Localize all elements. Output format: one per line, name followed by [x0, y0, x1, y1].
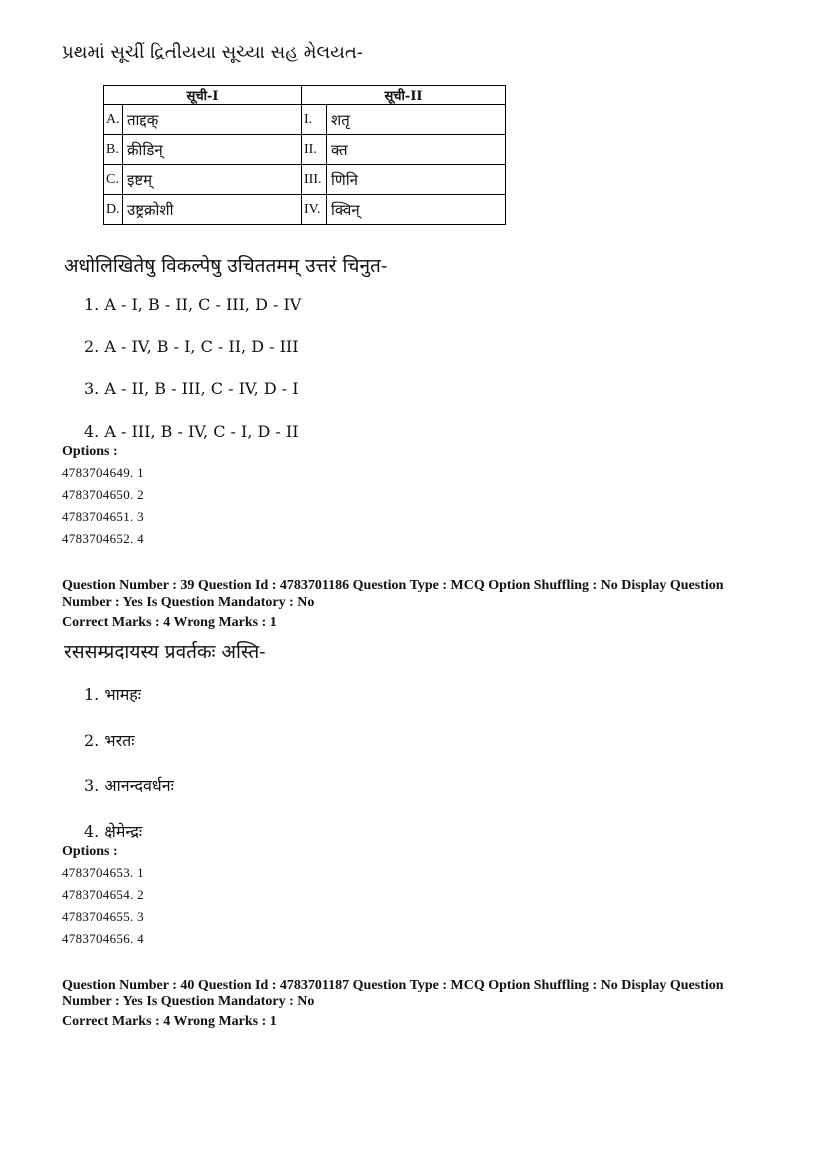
q38-instruction: પ્રથમાં સૂચીં દ્રિતીયયા સૂચ્યા સહ મેલયત- — [62, 42, 363, 63]
q39-meta-line-1: Question Number : 39 Question Id : 4783701186 Question Type : MCQ Option Shuffling : No Display Question — [62, 578, 724, 593]
table-row — [104, 135, 506, 165]
table-row — [104, 165, 506, 195]
match-table — [103, 85, 506, 225]
row-value-right: क्विन् — [327, 195, 506, 225]
row-label-right: IV. — [302, 195, 327, 225]
q38-choice-3: 3. A - II, B - III, C - IV, D - I — [84, 379, 299, 398]
q39-option-id-2: 4783704654. 2 — [62, 887, 144, 902]
row-value-right: क्त — [327, 135, 506, 165]
table-row — [104, 195, 506, 225]
row-label-left: B. — [104, 135, 123, 165]
row-value-left: क्रीडिन् — [123, 135, 302, 165]
header-list-2: सूची-II — [302, 86, 506, 105]
q39-choice-1: 1. भामहः — [84, 685, 142, 704]
q38-choice-4: 4. A - III, B - IV, C - I, D - II — [84, 422, 299, 441]
q39-option-id-4: 4783704656. 4 — [62, 931, 144, 946]
q39-meta-line-2: Number : Yes Is Question Mandatory : No — [62, 595, 315, 610]
q39-meta-line-3: Correct Marks : 4 Wrong Marks : 1 — [62, 615, 277, 630]
q39-options-label: Options : — [62, 844, 118, 859]
q38-options-label: Options : — [62, 444, 118, 459]
row-label-right: III. — [302, 165, 327, 195]
header-list-1: सूची-I — [104, 86, 302, 105]
q39-prompt: रससम्प्रदायस्य प्रवर्तकः अस्ति- — [64, 641, 266, 663]
row-label-left: A. — [104, 105, 123, 135]
q38-option-id-1: 4783704649. 1 — [62, 465, 144, 480]
row-value-right: णिनि — [327, 165, 506, 195]
q39-choice-3: 3. आनन्दवर्धनः — [84, 776, 174, 795]
row-label-right: I. — [302, 105, 327, 135]
row-value-left: ताद्दक् — [123, 105, 302, 135]
q38-option-id-4: 4783704652. 4 — [62, 531, 144, 546]
q39-choice-4: 4. क्षेमेन्द्रः — [84, 822, 143, 841]
row-value-left: उष्ट्रक्रोशी — [123, 195, 302, 225]
q40-meta-line-2: Number : Yes Is Question Mandatory : No — [62, 994, 315, 1009]
q38-option-id-3: 4783704651. 3 — [62, 509, 144, 524]
q38-prompt: अधोलिखितेषु विकल्पेषु उचिततमम् उत्तरं चिनुत- — [64, 255, 388, 277]
q38-choice-2: 2. A - IV, B - I, C - II, D - III — [84, 337, 299, 356]
table-row — [104, 105, 506, 135]
row-value-left: इष्टम् — [123, 165, 302, 195]
q39-option-id-3: 4783704655. 3 — [62, 909, 144, 924]
row-label-left: C. — [104, 165, 123, 195]
q40-meta-line-3: Correct Marks : 4 Wrong Marks : 1 — [62, 1014, 277, 1029]
q39-choice-2: 2. भरतः — [84, 731, 135, 750]
q39-option-id-1: 4783704653. 1 — [62, 865, 144, 880]
q38-option-id-2: 4783704650. 2 — [62, 487, 144, 502]
row-label-left: D. — [104, 195, 123, 225]
row-label-right: II. — [302, 135, 327, 165]
q38-choice-1: 1. A - I, B - II, C - III, D - IV — [84, 295, 302, 314]
q40-meta-line-1: Question Number : 40 Question Id : 4783701187 Question Type : MCQ Option Shuffling : No Display Question — [62, 978, 724, 993]
row-value-right: शतृ — [327, 105, 506, 135]
